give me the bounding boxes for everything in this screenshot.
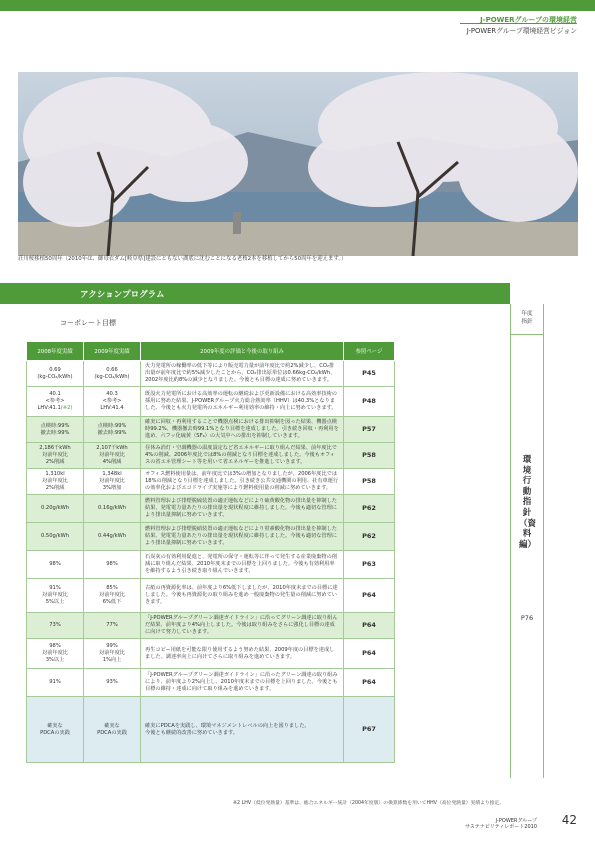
footnote: ※2 LHV（低位発熱量）基準は、総合エネルギー統計（2004年度版）の換算係数を用いてHHV（高位発熱量）実績より推定。 xyxy=(233,801,505,806)
cell-reference-page: P64 xyxy=(344,579,395,613)
cell-evaluation: 燃料管理および排煙脱硫装置の適正運転などにより硫黄酸化物の排出量を抑制した結果、発電電力量あたりの排出量を現状程度に維持しました。今後も適切な管理により排出量抑制に努めていきます。 xyxy=(141,495,344,523)
photo-caption: 荘川桜移植50周年（2010年は、御母衣ダム[岐阜県]建設にともない湖底に沈むことになる老桜2本を移植してから50周年を迎えます。） xyxy=(18,256,347,262)
footer-brand xyxy=(465,818,537,830)
action-program-title: アクションプログラム xyxy=(80,290,165,300)
cell-spacer xyxy=(395,579,507,613)
header-evaluation: 2009年度の評価と今後の取り組み xyxy=(141,342,344,361)
cell-2009: 93% xyxy=(84,669,141,697)
cell-evaluation: 「J-POWERグループグリーン調達ガイドライン」に沿ってグリーン調達に取り組んだ結果、前年度より4%向上しました。今後は取り組みをさらに強化し目標の達成に向けて努力していきます。 xyxy=(141,613,344,639)
cell-reference-page: P64 xyxy=(344,669,395,697)
cell-evaluation: 既設火力発電所における高効率の運転の継続および更新設備における高効率技術の採用に努めた結果、J-POWERグループ火力総合熱効率（HHV）は40.3%となりました。今後とも火力発電所のエネルギー利用効率の維持・向上に努めていきます。 xyxy=(141,387,344,417)
header-reference-page: 参照ページ xyxy=(344,342,395,361)
cell-evaluation: オフィス燃料使用量は、前年度比では3%の増加となりましたが、2006年度比では18%の削減となり目標を達成しました。引き続き公共交通機関の利用、社有車運行の効率化およびエコドライブ実施等により燃料使用量の削減に努めていきます。 xyxy=(141,469,344,495)
table-row xyxy=(27,579,507,613)
action-program-table xyxy=(26,341,507,763)
table-row xyxy=(27,417,507,443)
cell-2009: 98% xyxy=(84,551,141,579)
table-row xyxy=(27,495,507,523)
table-header-row xyxy=(27,342,507,361)
cell-spacer xyxy=(395,613,507,639)
cell-evaluation: 確実に回収・再利用することで機器点検における排出抑制を図った結果、機器点検時99.2%、機器撤去時99.1%となり目標を達成しました。引き続き回収・再利用を進め、六フッ化硫黄（SF₆）の大気中への排出を抑制していきます。 xyxy=(141,417,344,443)
table-row xyxy=(27,669,507,697)
cell-reference-page: P67 xyxy=(344,697,395,763)
cell-2009: 99% 対前年度比 1%向上 xyxy=(84,639,141,669)
cell-evaluation: 「J-POWERグループグリーン調達ガイドライン」に沿ったグリーン調達の取り組みにより、前年度より2%向上し、2010年度末までの目標を上回りました。今後とも目標の維持・達成に向けて取り組みを進めていきます。 xyxy=(141,669,344,697)
guideline-column-divider xyxy=(511,334,543,335)
table-row xyxy=(27,443,507,469)
cell-2009: 0.66 (kg-CO₂/kWh) xyxy=(84,361,141,387)
cell-evaluation: 再生コピー用紙を可能な限り使用するよう努めた結果、2009年度の目標を達成しました。調達率向上に向けてさらに取り組みを進めていきます。 xyxy=(141,639,344,669)
cell-2009: 1,348kl 対前年度比 3%増加 xyxy=(84,469,141,495)
cell-2009: 0.16g/kWh xyxy=(84,495,141,523)
cell-2009: 0.44g/kWh xyxy=(84,523,141,551)
table-row xyxy=(27,697,507,763)
cell-2009: 77% xyxy=(84,613,141,639)
cell-reference-page: P62 xyxy=(344,523,395,551)
cell-2009: 点検時:99% 撤去時:99% xyxy=(84,417,141,443)
guideline-column-heading: 年度 指針 xyxy=(521,311,533,325)
cell-evaluation: 昼休み消灯・空調機器の温度設定など省エネルギーに取り組んだ結果、前年度比で4%の削減、2006年度比では8%の削減となり目標を達成しました。今後もオフィスの省エネ管理シート等を用いて省エネルギーを推進していきます。 xyxy=(141,443,344,469)
cell-2009: 確実な PDCAの実践 xyxy=(84,697,141,763)
corporate-goal-heading: コーポレート目標 xyxy=(60,319,116,327)
cherry-tree-photo xyxy=(18,72,578,256)
cell-reference-page: P63 xyxy=(344,551,395,579)
page-number: 42 xyxy=(561,813,577,827)
cell-2008: 73% xyxy=(27,613,84,639)
cell-spacer xyxy=(395,551,507,579)
cell-spacer xyxy=(395,469,507,495)
footer-brand-line2: サステナビリティレポート2010 xyxy=(465,824,537,831)
table-row xyxy=(27,639,507,669)
cell-2008: 91% xyxy=(27,669,84,697)
table-row xyxy=(27,523,507,551)
guideline-vertical-label: 環境行動指針（資料編） xyxy=(519,455,537,550)
table-row xyxy=(27,551,507,579)
cell-2008: 98% 対前年度比 3%以上 xyxy=(27,639,84,669)
cell-2008: 2,186千kWh 対前年度比 2%削減 xyxy=(27,443,84,469)
cell-2008: 1,310kl 対前年度比 2%削減 xyxy=(27,469,84,495)
cell-spacer xyxy=(395,697,507,763)
header-band xyxy=(0,0,595,11)
cell-reference-page: P62 xyxy=(344,495,395,523)
cell-2009: 2,107千kWh 対前年度比 4%削減 xyxy=(84,443,141,469)
cell-reference-page: P58 xyxy=(344,443,395,469)
section-category: J-POWERグループの環境経営 xyxy=(480,16,577,24)
cell-reference-page: P64 xyxy=(344,639,395,669)
cell-2008: 0.50g/kWh xyxy=(27,523,84,551)
table-row xyxy=(27,613,507,639)
cell-2009: 40.3 <参考> LHV:41.4 xyxy=(84,387,141,417)
cell-spacer xyxy=(395,669,507,697)
table-row xyxy=(27,387,507,417)
cell-reference-page: P57 xyxy=(344,417,395,443)
cell-2009: 85% 対前年度比 6%低下 xyxy=(84,579,141,613)
cell-note: (※2) xyxy=(60,405,73,411)
header-2009-results: 2009年度実績 xyxy=(84,342,141,361)
cell-2008: 確実な PDCAの実践 xyxy=(27,697,84,763)
cell-2008: 40.1 <参考> LHV:41.1(※2) xyxy=(27,387,84,417)
section-subcategory: J-POWERグループ環境経営ビジョン xyxy=(466,27,577,35)
cell-evaluation: 燃料管理および排煙脱硝装置の適正運転などにより窒素酸化物の排出量を抑制した結果、発電電力量あたりの排出量を現状程度に維持しました。今後も適切な管理により排出量抑制に努めていきます。 xyxy=(141,523,344,551)
action-program-band xyxy=(0,283,510,304)
cell-spacer xyxy=(395,523,507,551)
cell-reference-page: P45 xyxy=(344,361,395,387)
cell-spacer xyxy=(395,417,507,443)
table-row xyxy=(27,469,507,495)
cell-2008: 0.20g/kWh xyxy=(27,495,84,523)
cell-reference-page: P48 xyxy=(344,387,395,417)
header-2008-results: 2008年度実績 xyxy=(27,342,84,361)
cell-spacer xyxy=(395,387,507,417)
cell-reference-page: P58 xyxy=(344,469,395,495)
cell-spacer xyxy=(395,639,507,669)
cell-evaluation: 火力発電所の稼働率の低下等により販売電力量が前年度比で約2%減少し、CO₂排出量が前年度比で約5%減少したことから、CO₂排出原単位は0.66kg-CO₂/kWh、2002年度比約8%の減少となりました。今後とも目標の達成に努めていきます。 xyxy=(141,361,344,387)
cell-2008: 0.69 (kg-CO₂/kWh) xyxy=(27,361,84,387)
cell-2008: 91% 対前年度比 5%以上 xyxy=(27,579,84,613)
cell-spacer xyxy=(395,495,507,523)
cell-reference-page: P64 xyxy=(344,613,395,639)
cell-evaluation: 古紙の再資源化率は、前年度より6%低下しましたが、2010年度末までの目標に達しました。今後も再資源化の取り組みを進め一般廃棄物の発生量の削減に努めていきます。 xyxy=(141,579,344,613)
footer-brand-line1: J-POWERグループ xyxy=(495,818,537,824)
cell-evaluation: 確実にPDCAを実践し、環境マネジメントレベルの向上を図りました。 今後とも継続的改善に努めていきます。 xyxy=(141,697,344,763)
table-row xyxy=(27,361,507,387)
cell-evaluation: 石炭灰の有効利用促進と、発電所の保守・運転等に伴って発生する産業廃棄物の削減に取り組んだ結果、2010年度末までの目標を上回りました。今後も有効利用率を維持するよう引き続き取り組んでいきます。 xyxy=(141,551,344,579)
cell-spacer xyxy=(395,361,507,387)
cell-spacer xyxy=(395,443,507,469)
guideline-page-ref: P76 xyxy=(520,614,534,622)
cell-2008: 98% xyxy=(27,551,84,579)
cell-2008: 点検時:99% 撤去時:99% xyxy=(27,417,84,443)
